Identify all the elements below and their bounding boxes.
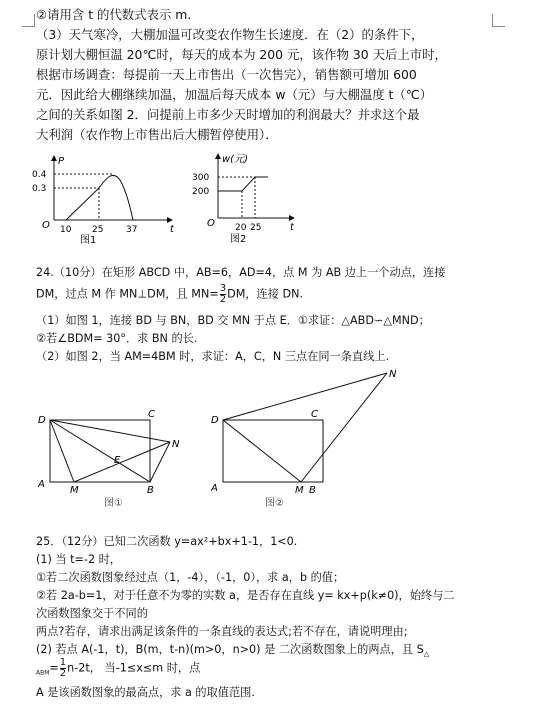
figure-2 [190, 148, 300, 246]
geo1-label-A: A [38, 479, 45, 490]
geo1-label-M: M [70, 485, 79, 496]
crop-mark-top-left [22, 14, 35, 27]
p24-line3: （1）如图 1，连接 BD 与 BN，BD 交 MN 于点 E．①求证：△ABD∽△MND； [36, 314, 430, 327]
p25-line9: A 是该函数图象的最高点，求 a 的取值范围. [36, 686, 255, 699]
geo2-label-C: C [311, 409, 318, 420]
fig2-origin: O [207, 218, 215, 229]
geo2-label-D: D [211, 415, 219, 426]
p23-line4: 根据市场调查：每提前一天上市售出（一次售完），销售额可增加 600 [36, 67, 417, 82]
geometry-figure-1 [30, 405, 190, 510]
p25-frac-den: 2 [59, 668, 67, 679]
p24-heading: 24.（10分）在矩形 ABCD 中，AB=6，AD=4，点 M 为 AB 边上一个动点，连接 [36, 266, 446, 279]
fig2-graph [218, 177, 268, 191]
p23-line6: 之间的关系如图 2．问提前上市多少天时增加的利润最大？并求这个最 [36, 107, 420, 122]
geo1-caption: 图① [104, 498, 123, 509]
p24-fraction [220, 284, 226, 305]
geo1-label-N: N [172, 439, 180, 450]
p23-line5: 元．因此给大棚继续加温，加温后每天成本 w（元）与大棚温度 t（℃） [36, 87, 433, 102]
fig2-xlabel: t [290, 222, 294, 233]
fig2-ytick-200: 200 [192, 187, 210, 197]
fig1-xtick-25: 25 [92, 225, 104, 235]
p25-line8-text: n-2t， 当-1≤x≤m 时，点 [67, 661, 201, 675]
geo1-BN [150, 442, 170, 482]
p24-frac-den: 2 [219, 294, 227, 305]
p25-line3: ①若二次函数图象经过点（1，-4），（-1，0），求 a，b 的值； [36, 571, 345, 584]
geo2-MN [301, 373, 387, 482]
geo2-label-A: A [211, 483, 218, 494]
p25-heading: 25．（12分）已知二次函数 y=ax²+bx+1-1，1<0. [36, 535, 298, 548]
fig1-xlabel: t [170, 224, 174, 235]
geo2-DN [223, 373, 387, 420]
p23-line2: （3）天气寒冷，大棚加温可改变农作物生长速度．在（2）的条件下， [36, 27, 424, 42]
geo2-label-M: M [295, 485, 304, 496]
fig1-line-segment [66, 188, 99, 220]
fig1-ytick-04: 0.4 [32, 170, 47, 180]
p25-line7-sub: △ [423, 650, 430, 659]
fig1-xtick-10: 10 [60, 225, 72, 235]
fig2-xtick-20: 20 [235, 223, 247, 233]
fig1-curve [99, 175, 133, 220]
p24-frac-num: 3 [219, 283, 227, 294]
p23-line3: 原计划大棚恒温 20℃时，每天的成本为 200 元，该作物 30 天后上市时， [36, 47, 447, 62]
p25-line7-text: (2) 若点 A(-1，t)，B(m，t-n)(m>0，n>0) 是 二次函数图象上的两点，且 S [36, 643, 424, 656]
p23-line1: ②请用含 t 的代数式表示 m. [36, 7, 192, 22]
fig1-origin: O [42, 220, 50, 231]
figure-1 [30, 150, 180, 246]
geo2-DM [223, 420, 301, 482]
geo1-label-B: B [147, 485, 154, 496]
p24-line2-b: DM，连接 DN. [227, 287, 304, 301]
p25-line5: 次函数图象交于不同的 [36, 607, 148, 620]
geo1-DM [50, 420, 74, 482]
fig1-ylabel: P [58, 156, 65, 167]
p25-line4: ②若 2a-b=1，对于任意不为零的实数 a，是否存在直线 y= kx+p(k≠0)，始终与二 [36, 589, 455, 602]
geo1-label-C: C [148, 409, 155, 420]
p25-frac-num: 1 [59, 657, 67, 668]
p23-line7: 大利润（农作物上市售出后大棚暂停使用）． [36, 127, 278, 142]
p24-line4: ②若∠BDM= 30°．求 BN 的长. [36, 332, 198, 345]
geo1-label-E: E [114, 455, 121, 466]
fig2-ylabel: w(元) [222, 154, 248, 165]
geo2-label-N: N [389, 369, 397, 380]
p24-line2-a: DM，过点 M 作 MN⊥DM，且 MN= [36, 287, 219, 301]
p24-line2 [36, 284, 303, 305]
fig1-xtick-37: 37 [126, 225, 138, 235]
p25-line8 [36, 658, 200, 683]
fig2-ytick-300: 300 [192, 173, 210, 183]
fig2-caption: 图2 [230, 234, 247, 245]
geo2-caption: 图② [265, 498, 284, 509]
p24-line5: （2）如图 2，当 AM=4BM 时，求证：A，C，N 三点在同一条直线上. [36, 350, 390, 363]
geo1-MN [74, 442, 170, 482]
crop-mark-top-right [492, 14, 505, 27]
fig1-ytick-03: 0.3 [32, 184, 47, 194]
p25-line2: (1) 当 t=-2 时， [36, 553, 121, 566]
geo1-label-D: D [38, 415, 46, 426]
p25-line8-eq: = [49, 661, 59, 675]
geo2-label-B: B [309, 485, 316, 496]
p25-line6: 两点?若存，请求出满足该条件的一条直线的表达式;若不存在，请说明理由; [36, 625, 408, 638]
p25-fraction [60, 658, 66, 679]
p25-line8-sub: ABM [36, 669, 50, 677]
fig2-xtick-25: 25 [250, 223, 262, 233]
geometry-figure-2 [205, 365, 415, 515]
fig1-caption: 图1 [80, 235, 97, 246]
